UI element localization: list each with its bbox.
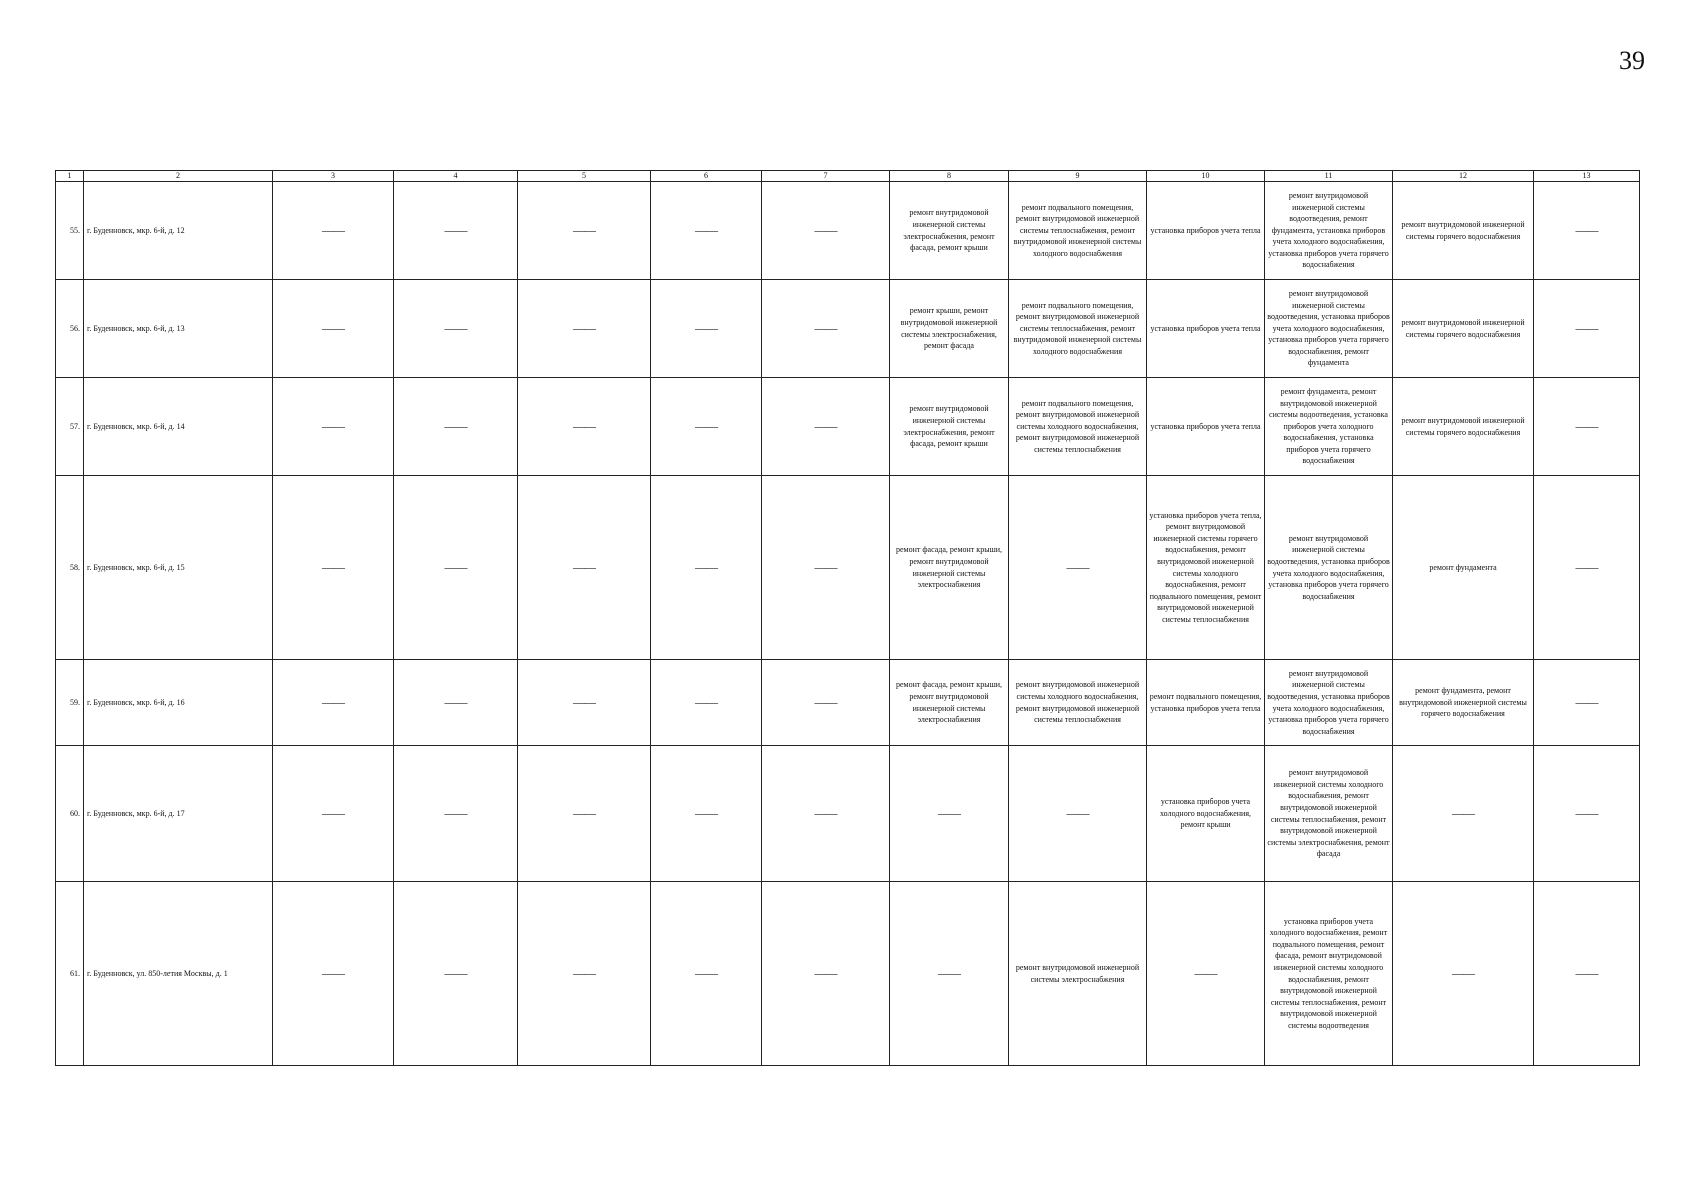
cell-col9 <box>1009 746 1147 882</box>
dash: —— <box>1066 805 1089 820</box>
row-number: 59. <box>56 660 84 746</box>
dash: —— <box>1575 694 1598 709</box>
cell-col7 <box>762 660 890 746</box>
dash: —— <box>573 559 595 574</box>
table-row <box>56 746 1640 882</box>
dash: —— <box>938 965 960 980</box>
dash: —— <box>444 559 467 574</box>
cell-col12: ремонт внутридомовой инженерной системы горячего водоснабжения <box>1393 182 1534 280</box>
page-number: 39 <box>1619 46 1645 75</box>
column-header: 4 <box>394 171 518 182</box>
cell-col3 <box>273 476 394 660</box>
cell-col12 <box>1393 746 1534 882</box>
cell-col7 <box>762 378 890 476</box>
dash: —— <box>444 222 467 237</box>
cell-col7 <box>762 280 890 378</box>
cell-col13 <box>1534 660 1640 746</box>
dash: —— <box>1575 559 1598 574</box>
row-address: г. Буденновск, мкр. 6-й, д. 15 <box>84 476 273 660</box>
dash: —— <box>573 418 595 433</box>
dash: —— <box>1575 320 1598 335</box>
cell-col4 <box>394 746 518 882</box>
dash: —— <box>444 320 467 335</box>
row-number: 58. <box>56 476 84 660</box>
cell-col10: ремонт подвального помещения, установка приборов учета тепла <box>1147 660 1265 746</box>
dash: —— <box>322 418 344 433</box>
cell-col6 <box>651 476 762 660</box>
cell-col11: ремонт внутридомовой инженерной системы водоотведения, установка приборов учета холодного водоснабжения, установка приборов учета горячего водоснабжения <box>1265 476 1393 660</box>
dash: —— <box>322 320 344 335</box>
cell-col7 <box>762 746 890 882</box>
row-number: 56. <box>56 280 84 378</box>
row-number: 61. <box>56 882 84 1066</box>
dash: —— <box>573 805 595 820</box>
cell-col7 <box>762 182 890 280</box>
column-header: 12 <box>1393 171 1534 182</box>
dash: —— <box>1575 805 1598 820</box>
column-header: 10 <box>1147 171 1265 182</box>
dash: —— <box>695 965 717 980</box>
dash: —— <box>1575 965 1598 980</box>
dash: —— <box>444 418 467 433</box>
cell-col3 <box>273 660 394 746</box>
repair-schedule-table <box>55 170 1640 1066</box>
dash: —— <box>444 805 467 820</box>
cell-col5 <box>518 280 651 378</box>
row-address: г. Буденновск, мкр. 6-й, д. 12 <box>84 182 273 280</box>
table-row <box>56 660 1640 746</box>
cell-col12 <box>1393 882 1534 1066</box>
dash: —— <box>1194 965 1217 980</box>
dash: —— <box>322 965 344 980</box>
dash: —— <box>573 965 595 980</box>
cell-col6 <box>651 378 762 476</box>
cell-col10: установка приборов учета тепла <box>1147 280 1265 378</box>
cell-col3 <box>273 280 394 378</box>
row-number: 60. <box>56 746 84 882</box>
dash: —— <box>573 694 595 709</box>
cell-col4 <box>394 182 518 280</box>
cell-col10: установка приборов учета тепла, ремонт внутридомовой инженерной системы горячего водоснабжения, ремонт внутридомовой инженерной системы холодного водоснабжения, ремонт подвального помещения, ремонт внутридомовой инженерной системы теплоснабжения <box>1147 476 1265 660</box>
cell-col5 <box>518 378 651 476</box>
dash: —— <box>695 694 717 709</box>
cell-col4 <box>394 378 518 476</box>
row-address: г. Буденновск, мкр. 6-й, д. 13 <box>84 280 273 378</box>
cell-col4 <box>394 882 518 1066</box>
cell-col11: ремонт фундамента, ремонт внутридомовой инженерной системы водоотведения, установка приборов учета холодного водоснабжения, установка приборов учета горячего водоснабжения <box>1265 378 1393 476</box>
dash: —— <box>814 559 837 574</box>
row-address: г. Буденновск, мкр. 6-й, д. 17 <box>84 746 273 882</box>
cell-col5 <box>518 882 651 1066</box>
cell-col8: ремонт фасада, ремонт крыши, ремонт внутридомовой инженерной системы электроснабжения <box>890 660 1009 746</box>
dash: —— <box>814 965 837 980</box>
cell-col6 <box>651 280 762 378</box>
column-header: 13 <box>1534 171 1640 182</box>
dash: —— <box>322 222 344 237</box>
cell-col3 <box>273 746 394 882</box>
dash: —— <box>814 222 837 237</box>
dash: —— <box>573 222 595 237</box>
dash: —— <box>444 694 467 709</box>
dash: —— <box>938 805 960 820</box>
cell-col8 <box>890 746 1009 882</box>
cell-col8: ремонт фасада, ремонт крыши, ремонт внутридомовой инженерной системы электроснабжения <box>890 476 1009 660</box>
dash: —— <box>814 418 837 433</box>
dash: —— <box>322 805 344 820</box>
table-row <box>56 882 1640 1066</box>
cell-col5 <box>518 182 651 280</box>
column-header: 9 <box>1009 171 1147 182</box>
cell-col9: ремонт подвального помещения, ремонт внутридомовой инженерной системы теплоснабжения, ремонт внутридомовой инженерной системы холодного водоснабжения <box>1009 182 1147 280</box>
cell-col7 <box>762 882 890 1066</box>
cell-col13 <box>1534 378 1640 476</box>
table-row <box>56 182 1640 280</box>
cell-col3 <box>273 182 394 280</box>
cell-col3 <box>273 882 394 1066</box>
dash: —— <box>444 965 467 980</box>
cell-col13 <box>1534 280 1640 378</box>
cell-col9: ремонт подвального помещения, ремонт внутридомовой инженерной системы теплоснабжения, ремонт внутридомовой инженерной системы холодного водоснабжения <box>1009 280 1147 378</box>
cell-col12: ремонт фундамента <box>1393 476 1534 660</box>
cell-col5 <box>518 746 651 882</box>
dash: —— <box>695 320 717 335</box>
column-header: 11 <box>1265 171 1393 182</box>
column-header: 5 <box>518 171 651 182</box>
cell-col11: ремонт внутридомовой инженерной системы водоотведения, ремонт фундамента, установка приборов учета холодного водоснабжения, установка приборов учета горячего водоснабжения <box>1265 182 1393 280</box>
dash: —— <box>695 222 717 237</box>
cell-col3 <box>273 378 394 476</box>
dash: —— <box>1452 965 1474 980</box>
cell-col12: ремонт внутридомовой инженерной системы горячего водоснабжения <box>1393 378 1534 476</box>
cell-col8: ремонт внутридомовой инженерной системы электроснабжения, ремонт фасада, ремонт крыши <box>890 182 1009 280</box>
cell-col13 <box>1534 746 1640 882</box>
cell-col4 <box>394 280 518 378</box>
column-number-row <box>56 171 1640 182</box>
column-header: 7 <box>762 171 890 182</box>
cell-col10: установка приборов учета холодного водоснабжения, ремонт крыши <box>1147 746 1265 882</box>
column-header: 1 <box>56 171 84 182</box>
row-number: 55. <box>56 182 84 280</box>
row-number: 57. <box>56 378 84 476</box>
cell-col12: ремонт внутридомовой инженерной системы горячего водоснабжения <box>1393 280 1534 378</box>
cell-col4 <box>394 476 518 660</box>
table-row <box>56 378 1640 476</box>
column-header: 2 <box>84 171 273 182</box>
cell-col13 <box>1534 182 1640 280</box>
cell-col9: ремонт внутридомовой инженерной системы холодного водоснабжения, ремонт внутридомовой инженерной системы теплоснабжения <box>1009 660 1147 746</box>
column-header: 6 <box>651 171 762 182</box>
column-header: 3 <box>273 171 394 182</box>
row-address: г. Буденновск, мкр. 6-й, д. 16 <box>84 660 273 746</box>
cell-col12: ремонт фундамента, ремонт внутридомовой инженерной системы горячего водоснабжения <box>1393 660 1534 746</box>
cell-col8: ремонт крыши, ремонт внутридомовой инженерной системы электроснабжения, ремонт фасада <box>890 280 1009 378</box>
cell-col11: ремонт внутридомовой инженерной системы холодного водоснабжения, ремонт внутридомовой инженерной системы теплоснабжения, ремонт внутридомовой инженерной системы электроснабжения, ремонт фасада <box>1265 746 1393 882</box>
cell-col9: ремонт подвального помещения, ремонт внутридомовой инженерной системы холодного водоснабжения, ремонт внутридомовой инженерной системы теплоснабжения <box>1009 378 1147 476</box>
dash: —— <box>814 320 837 335</box>
dash: —— <box>695 805 717 820</box>
cell-col10: установка приборов учета тепла <box>1147 182 1265 280</box>
dash: —— <box>1066 559 1089 574</box>
dash: —— <box>1452 805 1474 820</box>
row-address: г. Буденновск, мкр. 6-й, д. 14 <box>84 378 273 476</box>
dash: —— <box>1575 222 1598 237</box>
cell-col7 <box>762 476 890 660</box>
dash: —— <box>1575 418 1598 433</box>
cell-col9 <box>1009 476 1147 660</box>
cell-col6 <box>651 660 762 746</box>
cell-col6 <box>651 882 762 1066</box>
table-row <box>56 280 1640 378</box>
dash: —— <box>814 694 837 709</box>
cell-col5 <box>518 660 651 746</box>
row-address: г. Буденновск, ул. 850-летия Москвы, д. 1 <box>84 882 273 1066</box>
cell-col13 <box>1534 882 1640 1066</box>
cell-col10 <box>1147 882 1265 1066</box>
cell-col9: ремонт внутридомовой инженерной системы электроснабжения <box>1009 882 1147 1066</box>
dash: —— <box>322 559 344 574</box>
dash: —— <box>695 418 717 433</box>
cell-col10: установка приборов учета тепла <box>1147 378 1265 476</box>
cell-col8 <box>890 882 1009 1066</box>
column-header: 8 <box>890 171 1009 182</box>
cell-col5 <box>518 476 651 660</box>
cell-col11: установка приборов учета холодного водоснабжения, ремонт подвального помещения, ремонт фасада, ремонт внутридомовой инженерной системы холодного водоснабжения, ремонт внутридомовой инженерной системы теплоснабжения, ремонт внутридомовой инженерной системы водоотведения <box>1265 882 1393 1066</box>
cell-col13 <box>1534 476 1640 660</box>
dash: —— <box>814 805 837 820</box>
cell-col6 <box>651 746 762 882</box>
dash: —— <box>695 559 717 574</box>
cell-col11: ремонт внутридомовой инженерной системы водоотведения, установка приборов учета холодного водоснабжения, установка приборов учета горячего водоснабжения, ремонт фундамента <box>1265 280 1393 378</box>
cell-col6 <box>651 182 762 280</box>
cell-col11: ремонт внутридомовой инженерной системы водоотведения, установка приборов учета холодного водоснабжения, установка приборов учета горячего водоснабжения <box>1265 660 1393 746</box>
table-row <box>56 476 1640 660</box>
cell-col4 <box>394 660 518 746</box>
cell-col8: ремонт внутридомовой инженерной системы электроснабжения, ремонт фасада, ремонт крыши <box>890 378 1009 476</box>
dash: —— <box>322 694 344 709</box>
dash: —— <box>573 320 595 335</box>
